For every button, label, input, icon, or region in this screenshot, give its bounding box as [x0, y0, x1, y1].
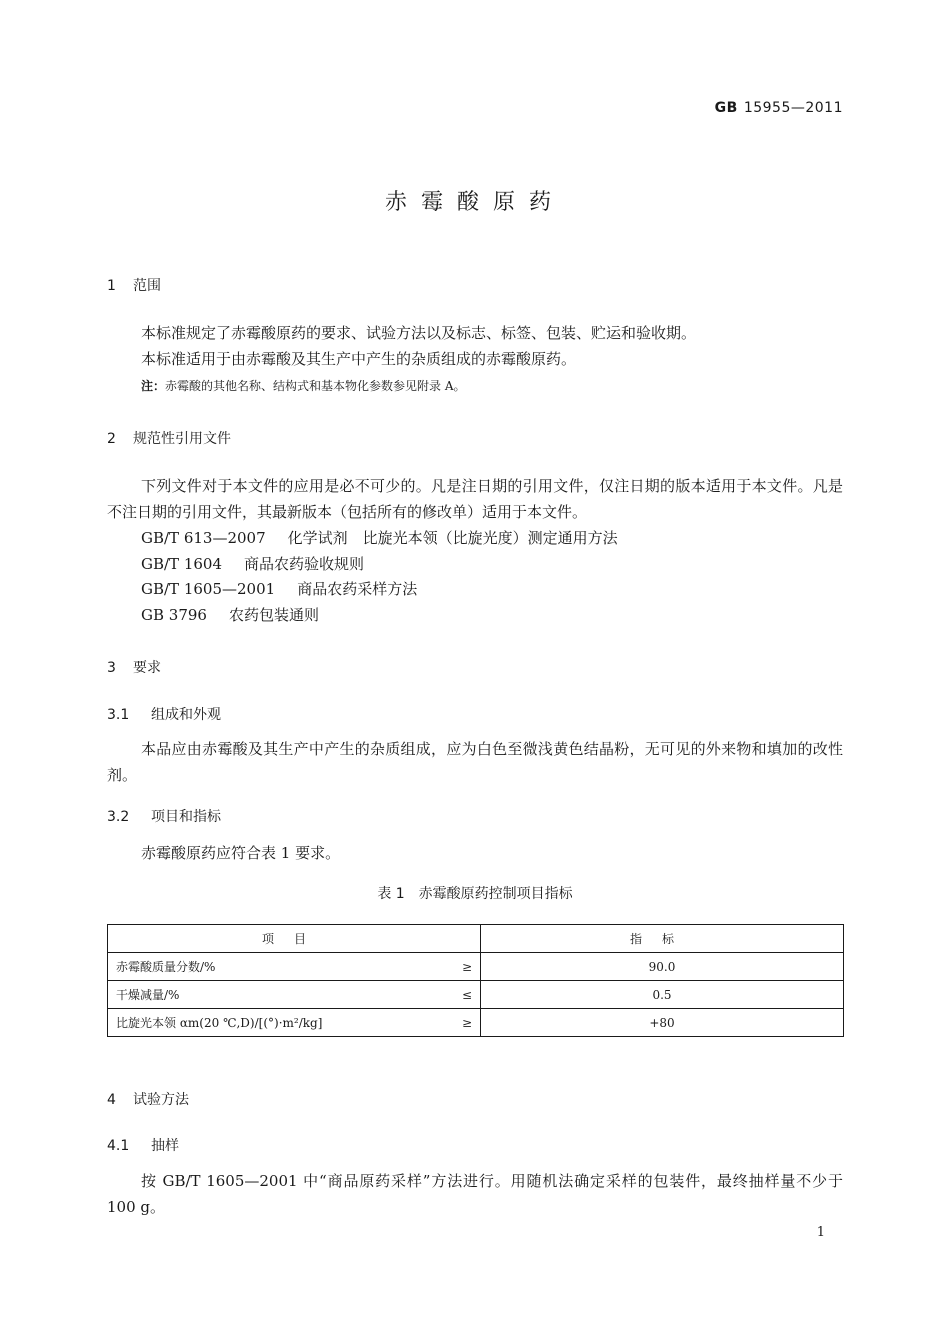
- reference-code: GB/T 1604: [141, 555, 223, 573]
- section-title: 规范性引用文件: [133, 431, 231, 447]
- reference-item: [141, 602, 319, 628]
- note-text: 赤霉酸的其他名称、结构式和基本物化参数参见附录 A。: [165, 379, 466, 393]
- header-value: 指标: [481, 925, 844, 953]
- reference-item: [141, 576, 417, 602]
- section-4-1-paragraph: 按 GB/T 1605—2001 中“商品原药采样”方法进行。用随机法确定采样的包装件，最终抽样量不少于 100 g。: [107, 1172, 843, 1216]
- section-number: 2: [107, 431, 116, 447]
- section-title: 组成和外观: [151, 707, 221, 723]
- table-row: [108, 981, 844, 1009]
- row-value: +80: [481, 1009, 844, 1037]
- table-row: [108, 953, 844, 981]
- reference-code: GB/T 613—2007: [141, 529, 266, 547]
- row-operator: ≥: [461, 959, 472, 974]
- row-item: 赤霉酸质量分数/%: [116, 960, 216, 974]
- reference-name: 商品农药采样方法: [297, 580, 418, 598]
- document-title: 赤霉酸原药: [384, 190, 565, 215]
- row-operator: ≤: [461, 987, 472, 1002]
- table-caption: 表 1 赤霉酸原药控制项目指标: [377, 886, 573, 902]
- section-1-note: [141, 377, 466, 394]
- section-4-1-heading: [107, 1135, 179, 1155]
- section-3-2-paragraph: 赤霉酸原药应符合表 1 要求。: [141, 844, 341, 862]
- reference-code: GB/T 1605—2001: [141, 580, 276, 598]
- standard-number: 15955—2011: [743, 100, 843, 116]
- note-label: 注：: [141, 379, 166, 393]
- section-1-heading: [107, 275, 161, 295]
- section-title: 抽样: [151, 1138, 179, 1154]
- section-title: 项目和指标: [151, 809, 221, 825]
- section-title: 试验方法: [133, 1092, 189, 1108]
- section-4-heading: [107, 1089, 189, 1109]
- reference-name: 商品农药验收规则: [244, 555, 365, 573]
- section-1-paragraph-2: 本标准适用于由赤霉酸及其生产中产生的杂质组成的赤霉酸原药。: [141, 350, 577, 368]
- reference-item: [141, 525, 618, 551]
- section-3-2-heading: [107, 806, 221, 826]
- section-number: 3: [107, 660, 116, 676]
- table-header-row: [108, 925, 844, 953]
- section-number: 3.2: [107, 809, 130, 825]
- row-value: 90.0: [481, 953, 844, 981]
- section-3-1-paragraph: 本品应由赤霉酸及其生产中产生的杂质组成，应为白色至微浅黄色结晶粉，无可见的外来物和填加的改性剂。: [107, 740, 843, 784]
- reference-item: [141, 551, 364, 577]
- section-3-heading: [107, 657, 161, 677]
- section-1-paragraph-1: 本标准规定了赤霉酸原药的要求、试验方法以及标志、标签、包装、贮运和验收期。: [141, 324, 697, 342]
- reference-name: 农药包装通则: [228, 606, 319, 624]
- section-number: 4.1: [107, 1138, 130, 1154]
- row-value: 0.5: [481, 981, 844, 1009]
- header-item: 项目: [108, 925, 481, 953]
- section-title: 范围: [133, 278, 161, 294]
- page-number: 1: [816, 1225, 825, 1240]
- section-2-heading: [107, 428, 231, 448]
- reference-name: 化学试剂 比旋光本领（比旋光度）测定通用方法: [287, 529, 618, 547]
- section-3-1-heading: [107, 704, 221, 724]
- table-row: [108, 1009, 844, 1037]
- row-operator: ≥: [461, 1015, 472, 1030]
- row-item: 比旋光本领 αm(20 ℃,D)/[(°)·m²/kg]: [116, 1016, 323, 1030]
- section-title: 要求: [133, 660, 161, 676]
- section-number: 3.1: [107, 707, 130, 723]
- row-item-cell: [108, 981, 481, 1009]
- section-2-paragraph: 下列文件对于本文件的应用是必不可少的。凡是注日期的引用文件，仅注日期的版本适用于本文件。凡是不注日期的引用文件，其最新版本（包括所有的修改单）适用于本文件。: [107, 477, 843, 521]
- standard-prefix: GB: [714, 100, 738, 116]
- standard-code: [715, 100, 843, 116]
- spec-table: [107, 924, 844, 1037]
- reference-code: GB 3796: [141, 606, 207, 624]
- row-item: 干燥减量/%: [116, 988, 180, 1002]
- section-number: 1: [107, 278, 116, 294]
- row-item-cell: [108, 953, 481, 981]
- section-number: 4: [107, 1092, 116, 1108]
- row-item-cell: [108, 1009, 481, 1037]
